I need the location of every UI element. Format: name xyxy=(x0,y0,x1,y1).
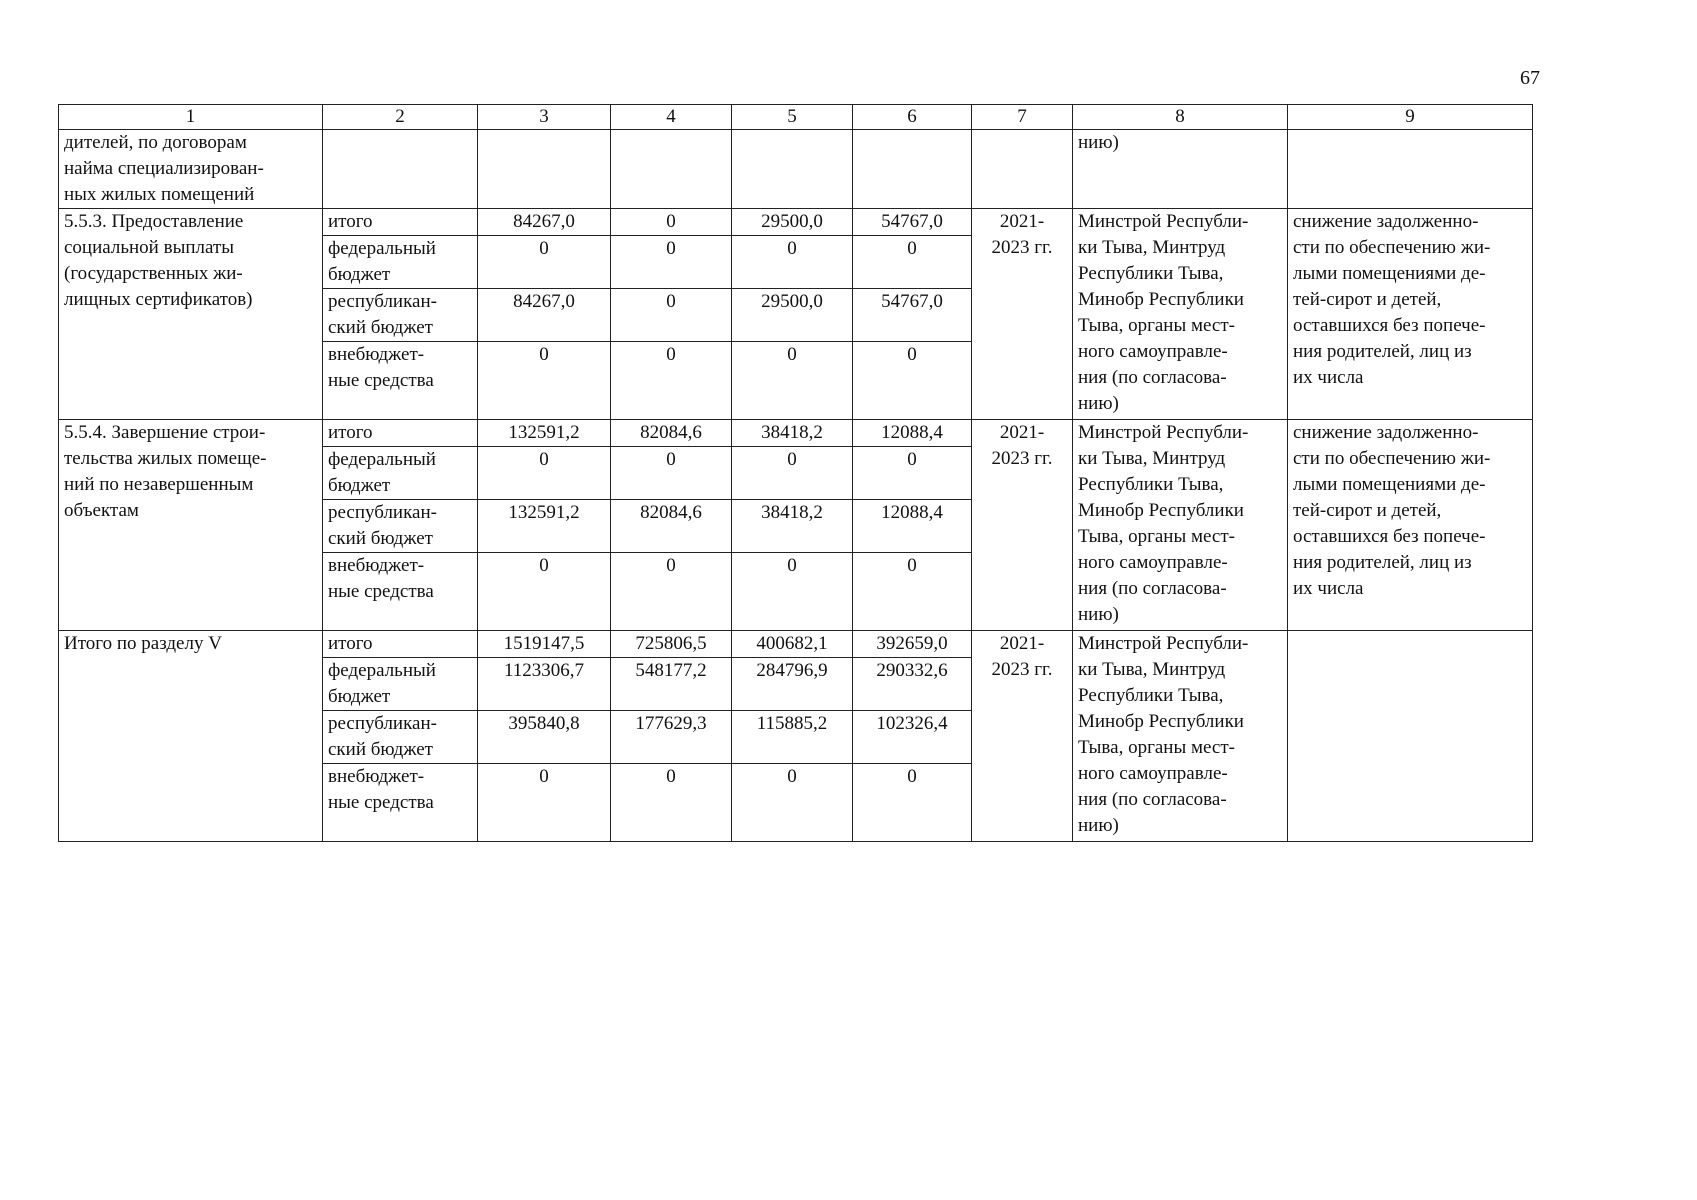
amount-cell: 0 xyxy=(478,447,611,500)
text-line: ния (по согласова- xyxy=(1078,789,1227,810)
funding-source-cell xyxy=(323,289,478,342)
funding-source-cell xyxy=(323,711,478,764)
amount-cell: 132591,2 xyxy=(478,420,611,447)
amount-cell: 0 xyxy=(478,342,611,420)
amount-cell: 54767,0 xyxy=(853,209,972,236)
amount-cell: 84267,0 xyxy=(478,209,611,236)
header-row xyxy=(59,105,1533,130)
amount-cell: 54767,0 xyxy=(853,289,972,342)
text-line: ные средства xyxy=(328,370,434,391)
amount-cell: 0 xyxy=(732,447,853,500)
text-line: ния (по согласова- xyxy=(1078,578,1227,599)
text-line: Минстрой Республи- xyxy=(1078,422,1249,443)
text-line: бюджет xyxy=(328,264,391,285)
amount-cell: 0 xyxy=(611,447,732,500)
amount-cell: 82084,6 xyxy=(611,420,732,447)
amount-cell: 38418,2 xyxy=(732,420,853,447)
text-line: Итого по разделу V xyxy=(64,633,222,654)
amount-cell: 102326,4 xyxy=(853,711,972,764)
funding-source-cell xyxy=(323,447,478,500)
empty-cell xyxy=(732,130,853,209)
amount-cell: 177629,3 xyxy=(611,711,732,764)
funding-source-cell xyxy=(323,500,478,553)
amount-cell: 0 xyxy=(611,236,732,289)
text-line: найма специализирован- xyxy=(64,158,264,179)
funding-source-cell xyxy=(323,342,478,420)
text-line: 2021- xyxy=(999,633,1045,654)
funding-source-cell xyxy=(323,631,478,658)
amount-cell: 0 xyxy=(853,553,972,631)
continuation-row xyxy=(59,130,1533,209)
amount-cell: 0 xyxy=(732,764,853,842)
amount-cell: 29500,0 xyxy=(732,289,853,342)
text-line: ки Тыва, Минтруд xyxy=(1078,237,1226,258)
text-line: Тыва, органы мест- xyxy=(1078,315,1235,336)
activity-title-cell xyxy=(59,420,323,631)
text-line: ния родителей, лиц из xyxy=(1293,552,1472,573)
text-line: ния родителей, лиц из xyxy=(1293,341,1472,362)
amount-cell: 0 xyxy=(853,236,972,289)
continuation-activity-cell xyxy=(59,130,323,209)
text-line: федеральный xyxy=(328,660,436,681)
text-line: ки Тыва, Минтруд xyxy=(1078,448,1226,469)
text-line: Республики Тыва, xyxy=(1078,685,1224,706)
amount-cell: 0 xyxy=(611,289,732,342)
amount-cell: 84267,0 xyxy=(478,289,611,342)
text-line: ных жилых помещений xyxy=(64,184,255,205)
text-line: Республики Тыва, xyxy=(1078,474,1224,495)
amount-cell: 0 xyxy=(732,553,853,631)
text-line: 2023 гг. xyxy=(991,237,1053,258)
text-line: ные средства xyxy=(328,792,434,813)
text-line: итого xyxy=(328,211,373,232)
amount-cell: 0 xyxy=(478,764,611,842)
amount-cell: 0 xyxy=(853,342,972,420)
text-line: бюджет xyxy=(328,686,391,707)
text-line: нию) xyxy=(1078,604,1119,625)
amount-cell: 82084,6 xyxy=(611,500,732,553)
header-cell: 3 xyxy=(478,105,611,130)
text-line: ский бюджет xyxy=(328,739,433,760)
text-line: тей-сирот и детей, xyxy=(1293,500,1442,521)
text-line: внебюджет- xyxy=(328,766,425,787)
amount-cell: 395840,8 xyxy=(478,711,611,764)
responsible-cell xyxy=(1073,209,1288,420)
text-line: республикан- xyxy=(328,713,437,734)
text-line: нию) xyxy=(1078,132,1119,153)
text-line: итого xyxy=(328,422,373,443)
amount-cell: 12088,4 xyxy=(853,420,972,447)
amount-cell: 284796,9 xyxy=(732,658,853,711)
text-line: лыми помещениями де- xyxy=(1293,263,1486,284)
text-line: внебюджет- xyxy=(328,555,425,576)
text-line: 2021- xyxy=(999,422,1045,443)
period-cell xyxy=(972,631,1073,842)
text-line: Республики Тыва, xyxy=(1078,263,1224,284)
empty-cell xyxy=(972,130,1073,209)
text-line: лыми помещениями де- xyxy=(1293,474,1486,495)
amount-cell: 0 xyxy=(732,342,853,420)
budget-row xyxy=(59,631,1533,658)
text-line: Тыва, органы мест- xyxy=(1078,737,1235,758)
text-line: республикан- xyxy=(328,291,437,312)
text-line: Минобр Республики xyxy=(1078,711,1244,732)
amount-cell: 392659,0 xyxy=(853,631,972,658)
amount-cell: 0 xyxy=(611,209,732,236)
expected-result-cell xyxy=(1288,420,1533,631)
responsible-cell xyxy=(1073,631,1288,842)
header-cell: 8 xyxy=(1073,105,1288,130)
empty-cell xyxy=(611,130,732,209)
funding-source-cell xyxy=(323,420,478,447)
amount-cell: 0 xyxy=(478,553,611,631)
activity-title-cell xyxy=(59,631,323,842)
page-number: 67 xyxy=(1520,67,1540,89)
text-line: сти по обеспечению жи- xyxy=(1293,448,1491,469)
header-cell: 6 xyxy=(853,105,972,130)
expected-result-cell xyxy=(1288,631,1533,842)
budget-row xyxy=(59,420,1533,447)
text-line: нию) xyxy=(1078,815,1119,836)
text-line: их числа xyxy=(1293,367,1364,388)
text-line: ский бюджет xyxy=(328,528,433,549)
amount-cell: 12088,4 xyxy=(853,500,972,553)
text-line: ного самоуправле- xyxy=(1078,552,1228,573)
amount-cell: 0 xyxy=(611,764,732,842)
amount-cell: 548177,2 xyxy=(611,658,732,711)
funding-source-cell xyxy=(323,553,478,631)
empty-cell xyxy=(853,130,972,209)
text-line: оставшихся без попече- xyxy=(1293,315,1486,336)
text-line: Минобр Республики xyxy=(1078,289,1244,310)
text-line: (государственных жи- xyxy=(64,263,243,284)
text-line: сти по обеспечению жи- xyxy=(1293,237,1491,258)
text-line: ного самоуправле- xyxy=(1078,763,1228,784)
header-cell: 4 xyxy=(611,105,732,130)
text-line: дителей, по договорам xyxy=(64,132,247,153)
header-cell: 9 xyxy=(1288,105,1533,130)
text-line: ки Тыва, Минтруд xyxy=(1078,659,1226,680)
text-line: Минстрой Республи- xyxy=(1078,633,1249,654)
funding-source-cell xyxy=(323,209,478,236)
amount-cell: 0 xyxy=(611,342,732,420)
amount-cell: 0 xyxy=(853,764,972,842)
header-cell: 7 xyxy=(972,105,1073,130)
text-line: ния (по согласова- xyxy=(1078,367,1227,388)
amount-cell: 132591,2 xyxy=(478,500,611,553)
text-line: 5.5.4. Завершение строи- xyxy=(64,422,266,443)
amount-cell: 0 xyxy=(853,447,972,500)
amount-cell: 115885,2 xyxy=(732,711,853,764)
text-line: снижение задолженно- xyxy=(1293,422,1479,443)
budget-row xyxy=(59,209,1533,236)
text-line: тельства жилых помеще- xyxy=(64,448,267,469)
text-line: ного самоуправле- xyxy=(1078,341,1228,362)
text-line: лищных сертификатов) xyxy=(64,289,253,310)
header-cell: 5 xyxy=(732,105,853,130)
text-line: нию) xyxy=(1078,393,1119,414)
text-line: внебюджет- xyxy=(328,344,425,365)
expected-result-cell xyxy=(1288,209,1533,420)
amount-cell: 0 xyxy=(611,553,732,631)
empty-cell xyxy=(323,130,478,209)
text-line: 2023 гг. xyxy=(991,448,1053,469)
text-line: снижение задолженно- xyxy=(1293,211,1479,232)
text-line: их числа xyxy=(1293,578,1364,599)
text-line: Минобр Республики xyxy=(1078,500,1244,521)
text-line: федеральный xyxy=(328,238,436,259)
period-cell xyxy=(972,209,1073,420)
text-line: ные средства xyxy=(328,581,434,602)
funding-source-cell xyxy=(323,658,478,711)
text-line: 5.5.3. Предоставление xyxy=(64,211,244,232)
amount-cell: 29500,0 xyxy=(732,209,853,236)
empty-cell xyxy=(1288,130,1533,209)
activity-title-cell xyxy=(59,209,323,420)
amount-cell: 1123306,7 xyxy=(478,658,611,711)
text-line: ский бюджет xyxy=(328,317,433,338)
text-line: итого xyxy=(328,633,373,654)
amount-cell: 0 xyxy=(732,236,853,289)
text-line: Минстрой Республи- xyxy=(1078,211,1249,232)
responsible-cell xyxy=(1073,420,1288,631)
text-line: республикан- xyxy=(328,502,437,523)
text-line: объектам xyxy=(64,500,139,521)
amount-cell: 0 xyxy=(478,236,611,289)
amount-cell: 38418,2 xyxy=(732,500,853,553)
text-line: федеральный xyxy=(328,449,436,470)
text-line: 2023 гг. xyxy=(991,659,1053,680)
text-line: ний по незавершенным xyxy=(64,474,254,495)
period-cell xyxy=(972,420,1073,631)
header-cell: 1 xyxy=(59,105,323,130)
amount-cell: 290332,6 xyxy=(853,658,972,711)
funding-source-cell xyxy=(323,236,478,289)
amount-cell: 725806,5 xyxy=(611,631,732,658)
empty-cell xyxy=(478,130,611,209)
funding-source-cell xyxy=(323,764,478,842)
amount-cell: 1519147,5 xyxy=(478,631,611,658)
text-line: 2021- xyxy=(999,211,1045,232)
text-line: оставшихся без попече- xyxy=(1293,526,1486,547)
text-line: Тыва, органы мест- xyxy=(1078,526,1235,547)
amount-cell: 400682,1 xyxy=(732,631,853,658)
continuation-responsible-cell xyxy=(1073,130,1288,209)
header-cell: 2 xyxy=(323,105,478,130)
text-line: тей-сирот и детей, xyxy=(1293,289,1442,310)
program-activities-table xyxy=(58,104,1533,842)
text-line: социальной выплаты xyxy=(64,237,234,258)
text-line: бюджет xyxy=(328,475,391,496)
